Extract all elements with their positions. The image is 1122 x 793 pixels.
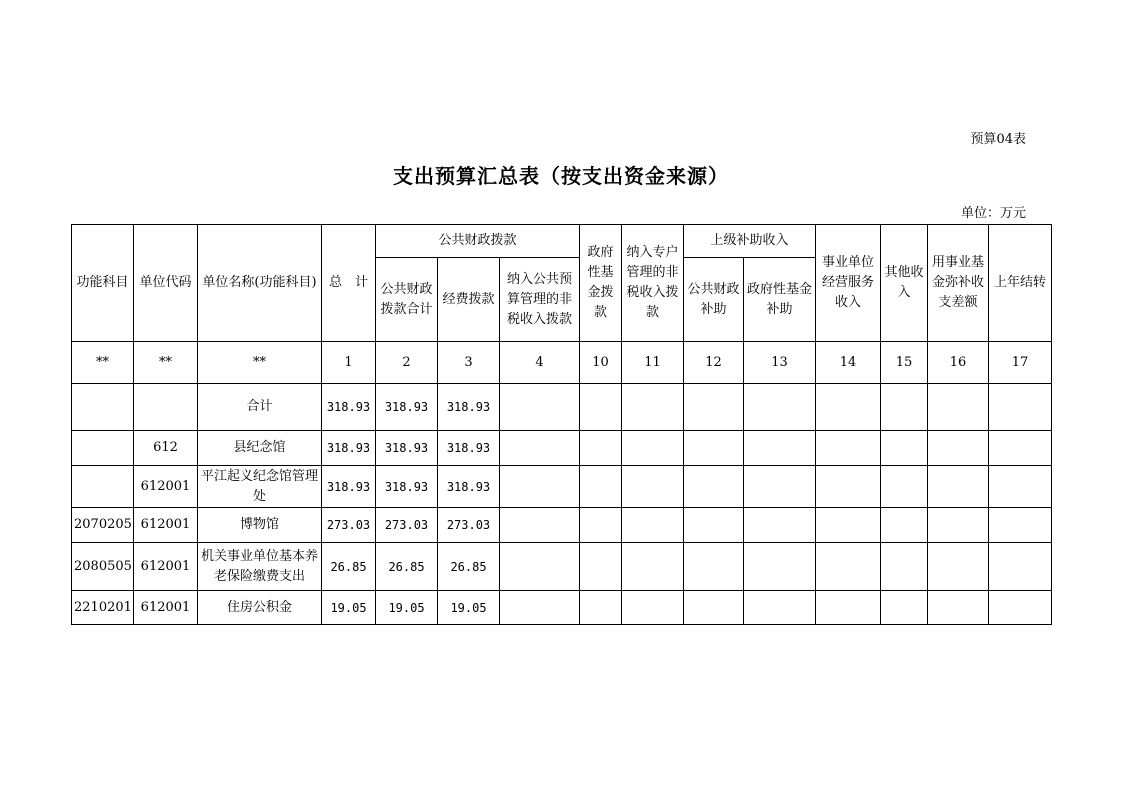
empty-cell (580, 508, 622, 543)
empty-cell (622, 543, 684, 591)
func-code-cell: 2080505 (72, 543, 134, 591)
empty-cell (816, 508, 881, 543)
empty-cell (881, 384, 928, 431)
empty-cell (622, 591, 684, 625)
index-cell: ** (198, 342, 322, 384)
pf-total-cell: 273.03 (376, 508, 438, 543)
index-cell: 2 (376, 342, 438, 384)
index-cell: 3 (438, 342, 500, 384)
empty-cell (744, 384, 816, 431)
index-cell: 13 (744, 342, 816, 384)
budget-table (71, 224, 1052, 625)
form-number: 预算04表 (970, 132, 1026, 147)
pf-total-cell: 19.05 (376, 591, 438, 625)
empty-cell (684, 466, 744, 508)
empty-cell (881, 543, 928, 591)
header-sup-gov: 政府性基金补助 (744, 258, 816, 342)
empty-cell (684, 384, 744, 431)
empty-cell (684, 591, 744, 625)
pf-total-cell: 318.93 (376, 384, 438, 431)
funding-cell: 318.93 (438, 384, 500, 431)
empty-cell (744, 431, 816, 466)
unit-code-cell (134, 384, 198, 431)
func-code-cell (72, 384, 134, 431)
unit-code-cell: 612 (134, 431, 198, 466)
header-func-code: 功能科目 (72, 225, 134, 342)
index-cell: 12 (684, 342, 744, 384)
empty-cell (816, 466, 881, 508)
empty-cell (744, 466, 816, 508)
header-business-income: 事业单位经营服务收入 (816, 225, 881, 342)
header-gov-fund: 政府性基金拨款 (580, 225, 622, 342)
empty-cell (816, 384, 881, 431)
table-row (72, 591, 1052, 625)
index-cell: 4 (500, 342, 580, 384)
empty-cell (500, 431, 580, 466)
func-code-cell (72, 431, 134, 466)
empty-cell (622, 431, 684, 466)
index-cell: 15 (881, 342, 928, 384)
header-fund-makeup: 用事业基金弥补收支差额 (928, 225, 989, 342)
unit-label: 单位：万元 (960, 206, 1026, 221)
empty-cell (816, 543, 881, 591)
empty-cell (684, 508, 744, 543)
table-row (72, 543, 1052, 591)
index-cell: 17 (989, 342, 1052, 384)
empty-cell (881, 431, 928, 466)
empty-cell (684, 543, 744, 591)
funding-cell: 26.85 (438, 543, 500, 591)
index-cell: 14 (816, 342, 881, 384)
pf-total-cell: 26.85 (376, 543, 438, 591)
empty-cell (928, 431, 989, 466)
total-cell: 273.03 (322, 508, 376, 543)
func-code-cell: 2210201 (72, 591, 134, 625)
empty-cell (500, 591, 580, 625)
unit-code-cell: 612001 (134, 508, 198, 543)
funding-cell: 273.03 (438, 508, 500, 543)
unit-code-cell: 612001 (134, 591, 198, 625)
empty-cell (500, 466, 580, 508)
header-total: 总 计 (322, 225, 376, 342)
empty-cell (580, 466, 622, 508)
empty-cell (989, 466, 1052, 508)
header-sup-public: 公共财政补助 (684, 258, 744, 342)
func-code-cell: 2070205 (72, 508, 134, 543)
index-cell: 11 (622, 342, 684, 384)
total-cell: 26.85 (322, 543, 376, 591)
empty-cell (928, 543, 989, 591)
empty-cell (500, 543, 580, 591)
pf-total-cell: 318.93 (376, 466, 438, 508)
empty-cell (989, 384, 1052, 431)
funding-cell: 318.93 (438, 431, 500, 466)
empty-cell (928, 508, 989, 543)
empty-cell (500, 384, 580, 431)
header-unit-name: 单位名称(功能科目) (198, 225, 322, 342)
empty-cell (928, 591, 989, 625)
unit-name-cell: 合计 (198, 384, 322, 431)
empty-cell (580, 591, 622, 625)
empty-cell (816, 431, 881, 466)
total-cell: 19.05 (322, 591, 376, 625)
unit-name-cell: 机关事业单位基本养老保险缴费支出 (198, 543, 322, 591)
index-cell: ** (72, 342, 134, 384)
header-other-income: 其他收入 (881, 225, 928, 342)
unit-code-cell: 612001 (134, 466, 198, 508)
empty-cell (684, 431, 744, 466)
table-row (72, 508, 1052, 543)
empty-cell (580, 543, 622, 591)
total-cell: 318.93 (322, 384, 376, 431)
total-cell: 318.93 (322, 431, 376, 466)
header-superior-subsidy: 上级补助收入 (684, 225, 816, 258)
empty-cell (881, 591, 928, 625)
header-carryover: 上年结转 (989, 225, 1052, 342)
empty-cell (989, 543, 1052, 591)
unit-name-cell: 县纪念馆 (198, 431, 322, 466)
index-row (72, 342, 1052, 384)
funding-cell: 318.93 (438, 466, 500, 508)
pf-total-cell: 318.93 (376, 431, 438, 466)
header-pf-total: 公共财政拨款合计 (376, 258, 438, 342)
empty-cell (580, 384, 622, 431)
empty-cell (744, 591, 816, 625)
empty-cell (580, 431, 622, 466)
empty-cell (881, 466, 928, 508)
empty-cell (816, 591, 881, 625)
empty-cell (989, 508, 1052, 543)
table-row (72, 431, 1052, 466)
page-title: 支出预算汇总表（按支出资金来源） (393, 164, 729, 188)
func-code-cell (72, 466, 134, 508)
empty-cell (928, 384, 989, 431)
empty-cell (989, 431, 1052, 466)
empty-cell (622, 384, 684, 431)
unit-code-cell: 612001 (134, 543, 198, 591)
unit-name-cell: 平江起义纪念馆管理处 (198, 466, 322, 508)
unit-name-cell: 住房公积金 (198, 591, 322, 625)
empty-cell (989, 591, 1052, 625)
funding-cell: 19.05 (438, 591, 500, 625)
unit-name-cell: 博物馆 (198, 508, 322, 543)
empty-cell (928, 466, 989, 508)
header-nontax: 纳入公共预算管理的非税收入拨款 (500, 258, 580, 342)
empty-cell (881, 508, 928, 543)
index-cell: ** (134, 342, 198, 384)
empty-cell (744, 543, 816, 591)
table-row-total (72, 384, 1052, 431)
empty-cell (744, 508, 816, 543)
header-special-nontax: 纳入专户管理的非税收入拨款 (622, 225, 684, 342)
index-cell: 10 (580, 342, 622, 384)
index-cell: 1 (322, 342, 376, 384)
table-row (72, 466, 1052, 508)
header-funding: 经费拨款 (438, 258, 500, 342)
empty-cell (500, 508, 580, 543)
empty-cell (622, 508, 684, 543)
header-public-finance: 公共财政拨款 (376, 225, 580, 258)
empty-cell (622, 466, 684, 508)
index-cell: 16 (928, 342, 989, 384)
header-unit-code: 单位代码 (134, 225, 198, 342)
total-cell: 318.93 (322, 466, 376, 508)
